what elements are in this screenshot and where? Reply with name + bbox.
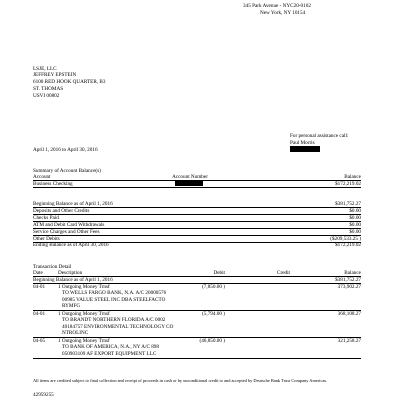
tx-header-date: Date xyxy=(33,270,43,276)
redaction-box xyxy=(290,146,320,152)
tx-desc: RYMFG xyxy=(62,303,81,309)
tx-desc: TO BANK OF AMERICA, N.A., NY A/C 898 xyxy=(62,344,159,350)
redaction-box xyxy=(175,180,203,186)
balance-value: $172,219.02 xyxy=(335,242,361,248)
balance-value: $0.00 xyxy=(349,215,361,221)
balance-value: $0.00 xyxy=(349,229,361,235)
tx-header-credit: Credit xyxy=(277,270,290,276)
assistance-name: Paul Morris xyxy=(290,140,315,146)
balance-value: $381,752.27 xyxy=(335,201,361,207)
tx-balance: 368,108.27 xyxy=(337,311,361,317)
customer-line: 6100 RED HOOK QUARTER, B3 xyxy=(33,79,106,85)
balance-value: $0.00 xyxy=(349,208,361,214)
balance-label: ATM and Debit Card Withdrawals xyxy=(33,222,105,228)
tx-header-balance: Balance xyxy=(344,270,361,276)
balance-label: Checks Paid xyxy=(33,215,59,221)
customer-line: JEFFREY EPSTEIN xyxy=(33,72,77,78)
tx-header-description: Description xyxy=(58,270,83,276)
balance-label: Service Charges and Other Fees xyxy=(33,229,100,235)
tx-beginning-label: Beginning Balance as of April 1, 2016 xyxy=(33,277,113,283)
balance-label: Other Debits xyxy=(33,236,60,242)
tx-desc: 1 Outgoing Money Trnsf xyxy=(58,284,110,290)
statement-period: April 1, 2016 to April 30, 2016 xyxy=(33,147,98,153)
divider xyxy=(33,187,361,188)
tx-debit: (7,850.00 ) xyxy=(202,284,225,290)
summary-title: Summary of Account Balance(s) xyxy=(33,168,101,174)
tx-desc: 00985 VALUE STEEL INC DBA STEELFACTO xyxy=(62,297,166,303)
customer-line: LSJE, LLC xyxy=(33,66,57,72)
tx-header-debit: Debit xyxy=(213,270,225,276)
tx-date: 04-05 xyxy=(33,338,46,344)
tx-date: 04-01 xyxy=(33,311,46,317)
balance-label: Deposits and Other Credits xyxy=(33,208,90,214)
footer-note: All items are credited subject to final collection and receipt of proceeds in cash or by unconditional credit to and accepted by Deutsche Bank Trust Company Americas. xyxy=(33,378,328,383)
bank-address-line1: 345 Park Avenue - NYC20-0102 xyxy=(243,3,311,9)
tx-desc: 050903109 AF EXPORT EQUIPMENT LLC xyxy=(62,351,157,357)
tx-debit: (46,850.00 ) xyxy=(199,338,225,344)
summary-header-account: Account xyxy=(33,174,51,180)
summary-header-account-number: Account Number xyxy=(172,174,208,180)
tx-balance: 373,902.27 xyxy=(337,284,361,290)
balance-value: $0.00 xyxy=(349,222,361,228)
transactions-title: Transaction Detail xyxy=(33,264,72,270)
bank-address-line2: New York, NY 10154 xyxy=(260,10,306,16)
tx-balance: 321,258.27 xyxy=(337,338,361,344)
customer-line: ST. THOMAS xyxy=(33,86,64,92)
tx-date: 04-01 xyxy=(33,284,46,290)
tx-debit: (5,794.00 ) xyxy=(202,311,225,317)
document-id: 42959255 xyxy=(33,392,54,398)
tx-beginning-balance: $381,752.27 xyxy=(335,277,361,283)
divider xyxy=(33,358,361,359)
customer-line: USVI 00802 xyxy=(33,93,60,99)
balance-label: Beginning Balance as of April 1, 2016 xyxy=(33,201,113,207)
balance-value: ($209,533.25 ) xyxy=(330,236,361,242)
tx-desc: TO BRANDT NORTHERN FLORIDA A/C 0002 xyxy=(62,317,166,323)
balance-label: Ending Balance as of April 30, 2016 xyxy=(33,242,109,248)
assistance-label: For personal assistance call: xyxy=(290,133,349,139)
tx-desc: 40184757 ENVIRONMENTAL TECHNOLOGY CO xyxy=(62,324,174,330)
tx-desc: NTROLINC xyxy=(62,330,89,336)
summary-row-account: Business Checking xyxy=(33,181,73,187)
tx-desc: 1 Outgoing Money Trnsf xyxy=(58,338,110,344)
tx-desc: TO WELLS FARGO BANK, N.A. A/C 20000576 xyxy=(62,290,167,296)
summary-header-balance: Balance xyxy=(344,174,361,180)
tx-desc: 1 Outgoing Money Trnsf xyxy=(58,311,110,317)
summary-row-balance: $172,219.02 xyxy=(335,181,361,187)
